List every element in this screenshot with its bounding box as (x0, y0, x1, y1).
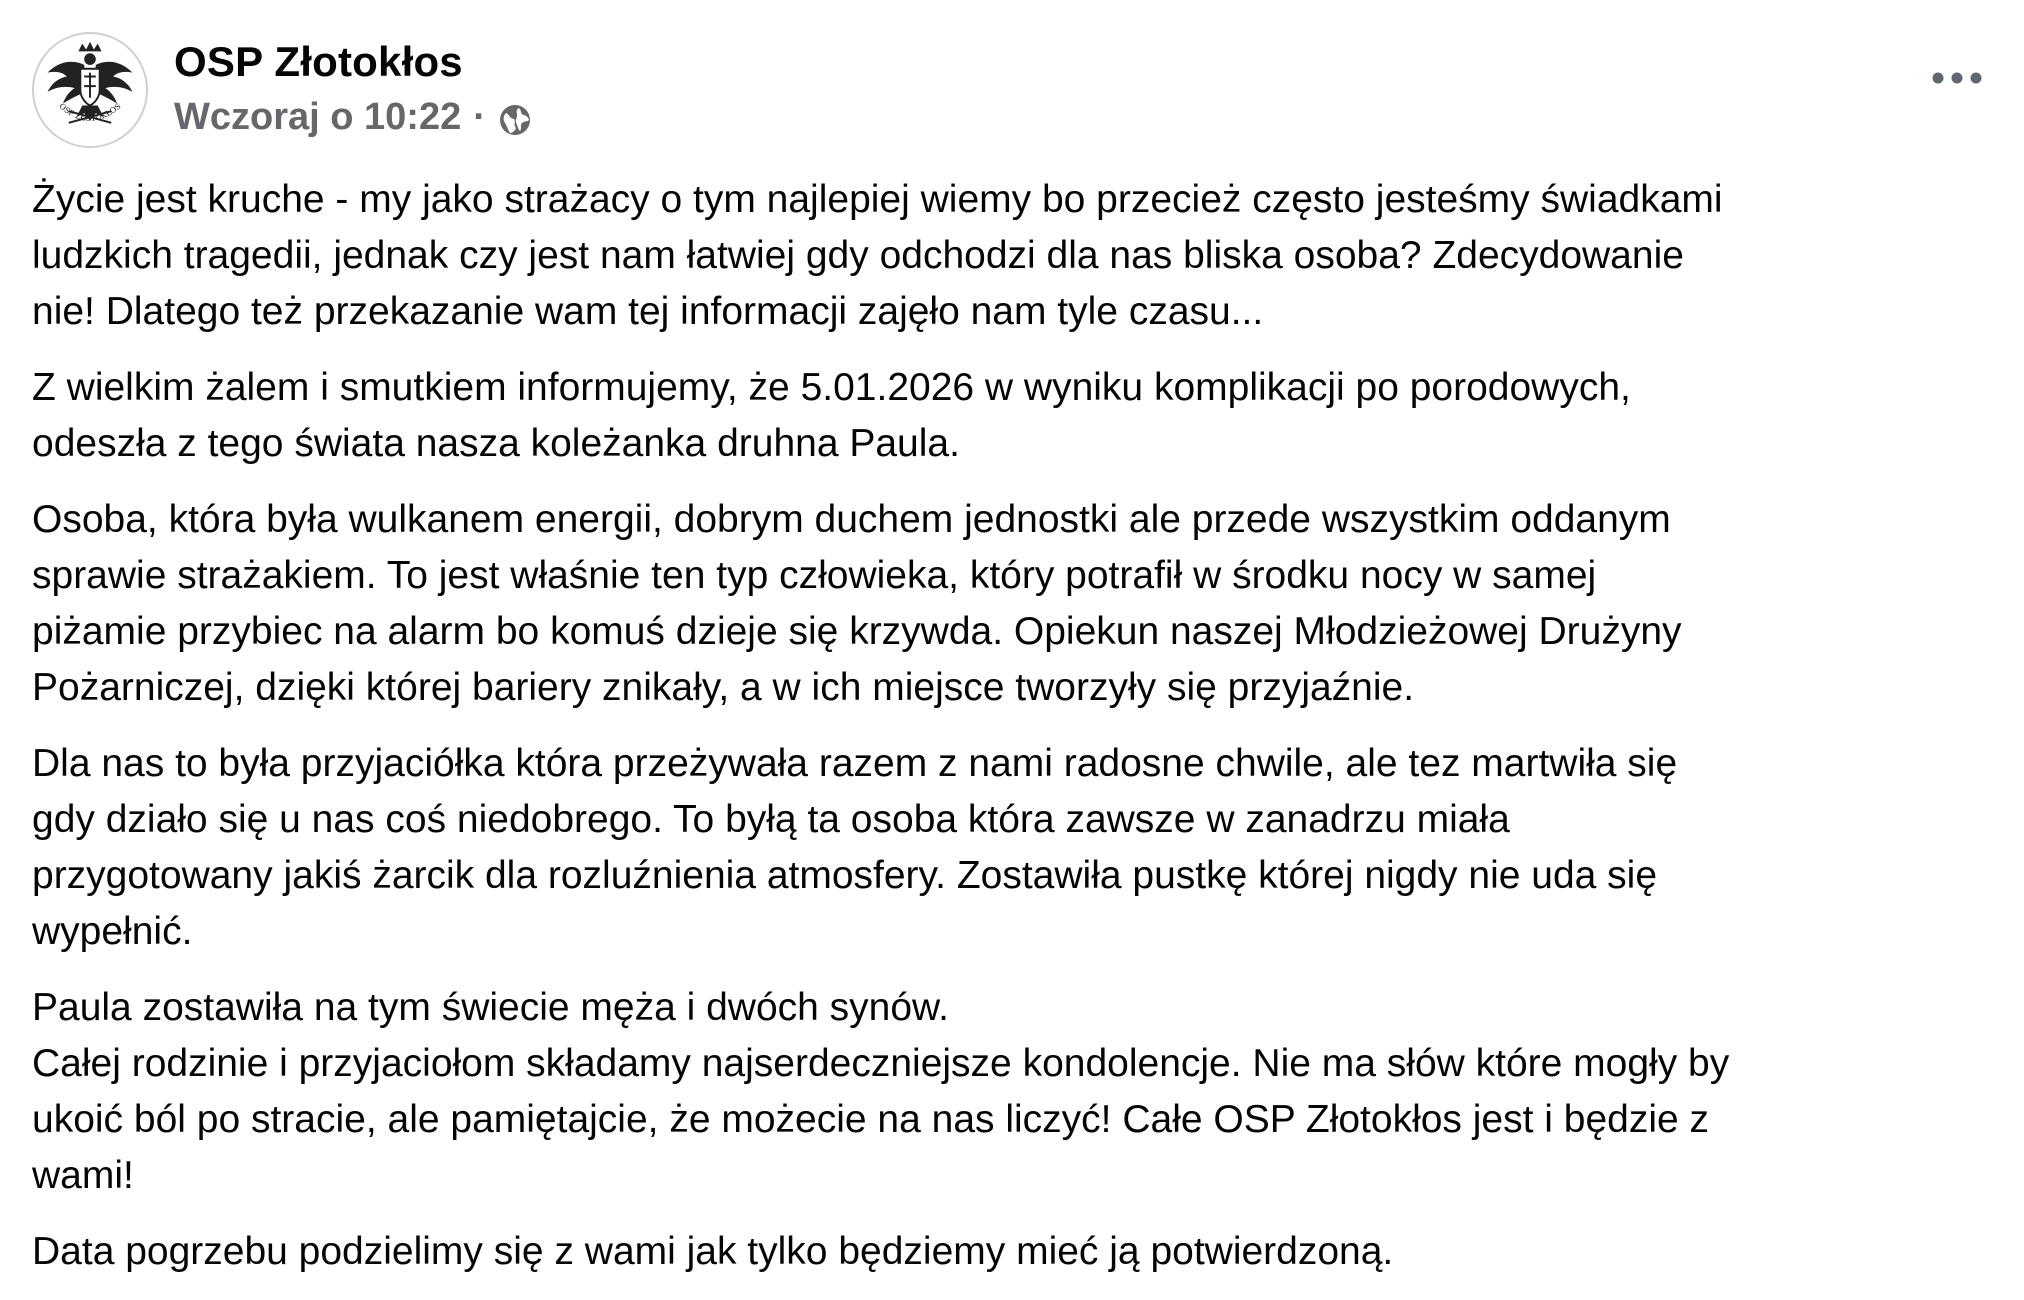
post-header (32, 32, 1992, 148)
post-text-line: Pożarniczej, dzięki której bariery znikały, a w ich miejsce tworzyły się przyjaźnie. (32, 666, 1415, 709)
post-paragraph (32, 360, 2002, 472)
post-text-line: nie! Dlatego też przekazanie wam tej informacji zajęło nam tyle czasu... (32, 290, 1264, 333)
post-meta (174, 96, 532, 139)
post-text-line: sprawie strażakiem. To jest właśnie ten typ człowieka, który potrafił w środku nocy w samej (32, 554, 1597, 597)
post-text-line: Dla nas to była przyjaciółka która przeżywała razem z nami radosne chwile, ale tez martwiła się (32, 742, 1678, 785)
post-paragraph (32, 736, 2002, 960)
post-text-line: Całej rodzinie i przyjaciołom składamy najserdeczniejsze kondolencje. Nie ma słów które mogły by (32, 1042, 1730, 1085)
post-text-line: Osoba, która była wulkanem energii, dobrym duchem jednostki ale przede wszystkim oddanym (32, 498, 1671, 541)
globe-icon[interactable] (498, 103, 532, 137)
post-text-line: ukoić ból po stracie, ale pamiętajcie, że możecie na nas liczyć! Całe OSP Złotokłos jest i będzie z (32, 1098, 1710, 1141)
post-text-line: Data pogrzebu podzielimy się z wami jak tylko będziemy mieć ją potwierdzoną. (32, 1230, 1394, 1273)
post-text (32, 172, 2002, 1300)
post-text-line: wypełnić. (32, 910, 193, 953)
post-paragraph (32, 492, 2002, 716)
avatar-logo-text: OSP ZŁOTOKŁOS (57, 101, 123, 124)
more-options-button[interactable] (1922, 58, 1992, 98)
post-text-line: gdy działo się u nas coś niedobrego. To byłą ta osoba która zawsze w zanadrzu miała (32, 798, 1510, 841)
post-paragraph (32, 980, 2002, 1204)
page-avatar[interactable] (32, 32, 148, 148)
post-timestamp[interactable]: Wczoraj o 10:22 (174, 96, 462, 138)
post-text-line: przygotowany jakiś żarcik dla rozluźnienia atmosfery. Zostawiła pustkę której nigdy nie uda się (32, 854, 1658, 897)
osp-eagle-logo-icon (34, 34, 146, 146)
post-text-line: ludzkich tragedii, jednak czy jest nam łatwiej gdy odchodzi dla nas bliska osoba? Zdecydowanie (32, 234, 1684, 277)
post-text-line: Paula zostawiła na tym świecie męża i dwóch synów. (32, 986, 949, 1029)
more-options-icon (1931, 71, 1983, 85)
post-text-line: odeszła z tego świata nasza koleżanka druhna Paula. (32, 422, 960, 465)
meta-separator: · (473, 96, 486, 138)
post-text-line: Z wielkim żalem i smutkiem informujemy, że 5.01.2026 w wyniku komplikacji po porodowych, (32, 366, 1631, 409)
post-text-line: piżamie przybiec na alarm bo komuś dzieje się krzywda. Opiekun naszej Młodzieżowej Drużyny (32, 610, 1682, 653)
post-paragraph (32, 172, 2002, 340)
post-text-line: Życie jest kruche - my jako strażacy o tym najlepiej wiemy bo przecież często jesteśmy świadkami (32, 178, 1723, 221)
post-paragraph (32, 1224, 2002, 1280)
page-name-link[interactable]: OSP Złotokłos (174, 38, 463, 85)
post-text-line: wami! (32, 1154, 134, 1197)
